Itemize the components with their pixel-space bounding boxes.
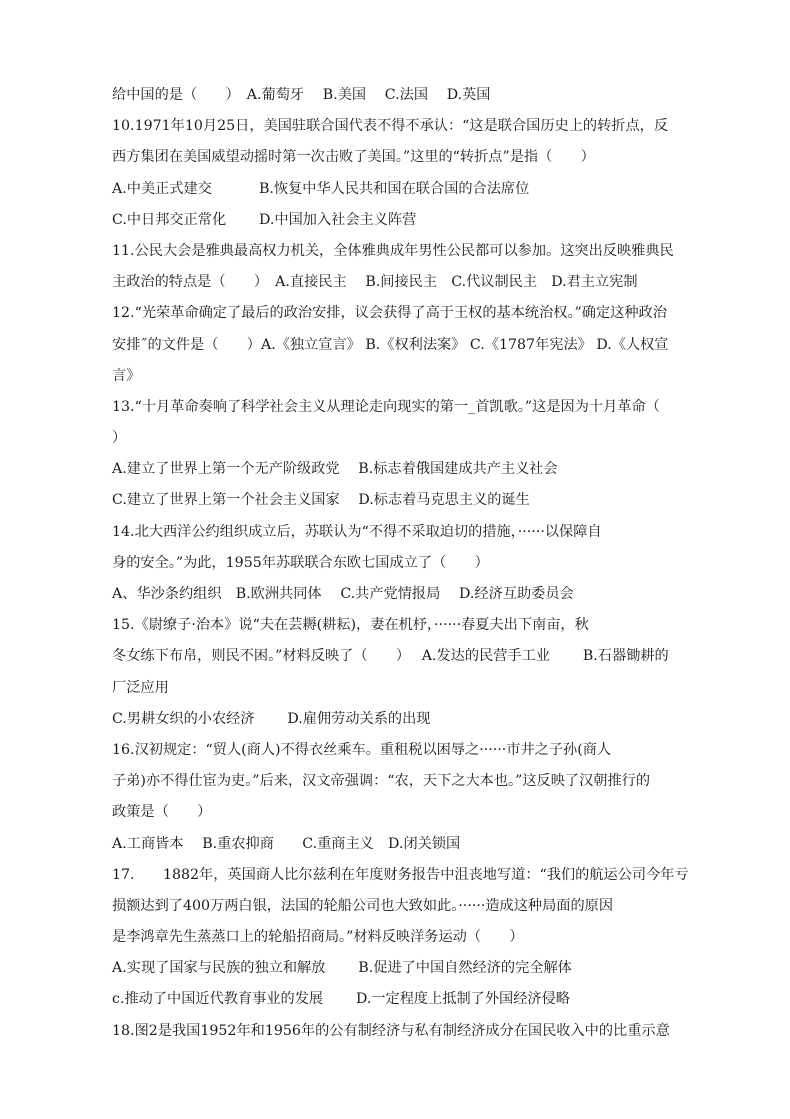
text-line: 损额达到了400万两白银，法国的轮船公司也大致如此。······造成这种局面的原因: [112, 897, 614, 914]
question-12-stem: 12.“光荣革命确定了最后的政治安排，议会获得了高于王权的基本统治权。”确定这种政治: [112, 305, 667, 322]
question-15-options: C.男耕女织的小农经济 D.雇佣劳动关系的出现: [112, 710, 431, 727]
question-14-options: A、华沙条约组织 B.欧洲共同体 C.共产党情报局 D.经济互助委员会: [112, 586, 574, 602]
text-line: 给中国的是（ ） A.葡萄牙 B.美国 C.法国 D.英国: [112, 87, 491, 103]
text-line: 政策是（ ）: [112, 804, 212, 821]
document-page: [112, 80, 689, 1047]
text-line: 是李鸿章先生蒸蒸口上的轮船招商局。”材料反映洋务运动（ ）: [112, 929, 524, 946]
question-13-options: A.建立了世界上第一个无产阶级政党 B.标志着俄国建成共产主义社会: [112, 461, 558, 478]
text-line: 子弟)亦不得仕宦为吏。”后来，汉文帝强调：“农，天下之大本也。”这反映了汉朝推行的: [112, 773, 651, 790]
question-17-stem: 17. 1882年，英国商人比尔兹利在年度财务报告中沮丧地写道：“我们的航运公司今年亏: [112, 866, 689, 883]
question-16-stem: 16.汉初规定：“贸人(商人)不得衣丝乘车。重租税以困辱之······市井之子孙(商人: [112, 741, 612, 758]
question-18-stem: 18.图2是我国1952年和1956年的公有制经济与私有制经济成分在国民收入中的比重示意: [112, 1022, 670, 1039]
question-10-options: A.中美正式建交 B.恢复中华人民共和国在联合国的合法席位: [112, 180, 530, 197]
question-17-options: c.推动了中国近代教育事业的发展 D.一定程度上抵制了外国经济侵略: [112, 991, 570, 1008]
text-line: 身的安全。”为此，1955年苏联联合东欧七国成立了（ ）: [112, 554, 489, 571]
question-10-options: C.中日邦交正常化 D.中国加入社会主义阵营: [112, 211, 417, 228]
question-15-stem: 15.《尉缭子·治本》说“夫在芸耨(耕耘)，妻在机杼，······春夏夫出下南亩，秋: [112, 617, 589, 634]
text-line: 西方集团在美国威望动摇时第一次击败了美国。”这里的“转折点”是指（ ）: [112, 149, 595, 166]
question-13-options: C.建立了世界上第一个社会主义国家 D.标志着马克思主义的诞生: [112, 492, 530, 509]
question-13-stem: 13.“十月革命奏响了科学社会主义从理论走向现实的第一_首凯歌。”这是因为十月革命（: [112, 398, 660, 415]
text-line: 言》: [112, 367, 141, 384]
question-10-stem: 10.1971年10月25日，美国驻联合国代表不得不承认：“这是联合国历史上的转折点，反: [112, 118, 669, 135]
question-11-stem: 11.公民大会是雅典最高权力机关，全体雅典成年男性公民都可以参加。这突出反映雅典民: [112, 242, 674, 259]
question-14-stem: 14.北大西洋公约组织成立后，苏联认为“不得不采取迫切的措施，······以保障自: [112, 523, 602, 540]
question-17-options: A.实现了国家与民族的独立和解放 B.促进了中国自然经济的完全解体: [112, 960, 572, 977]
text-line: ）: [112, 430, 127, 447]
text-line: 主政治的特点是（ ） A.直接民主 B.间接民主 C.代议制民主 D.君主立宪制: [112, 274, 638, 291]
text-line: 冬女练下布帛，则民不困。”材料反映了（ ） A.发达的民营手工业 B.石器锄耕的: [112, 648, 669, 665]
text-line: 安排˝的文件是（ ）A.《独立宣言》 B.《权利法案》 C.《1787年宪法》 D.《人权宣: [112, 336, 669, 353]
question-16-options: A.工商皆本 B.重农抑商 C.重商主义 D.闭关锁国: [112, 835, 461, 852]
text-line: 厂泛应用: [112, 679, 169, 696]
